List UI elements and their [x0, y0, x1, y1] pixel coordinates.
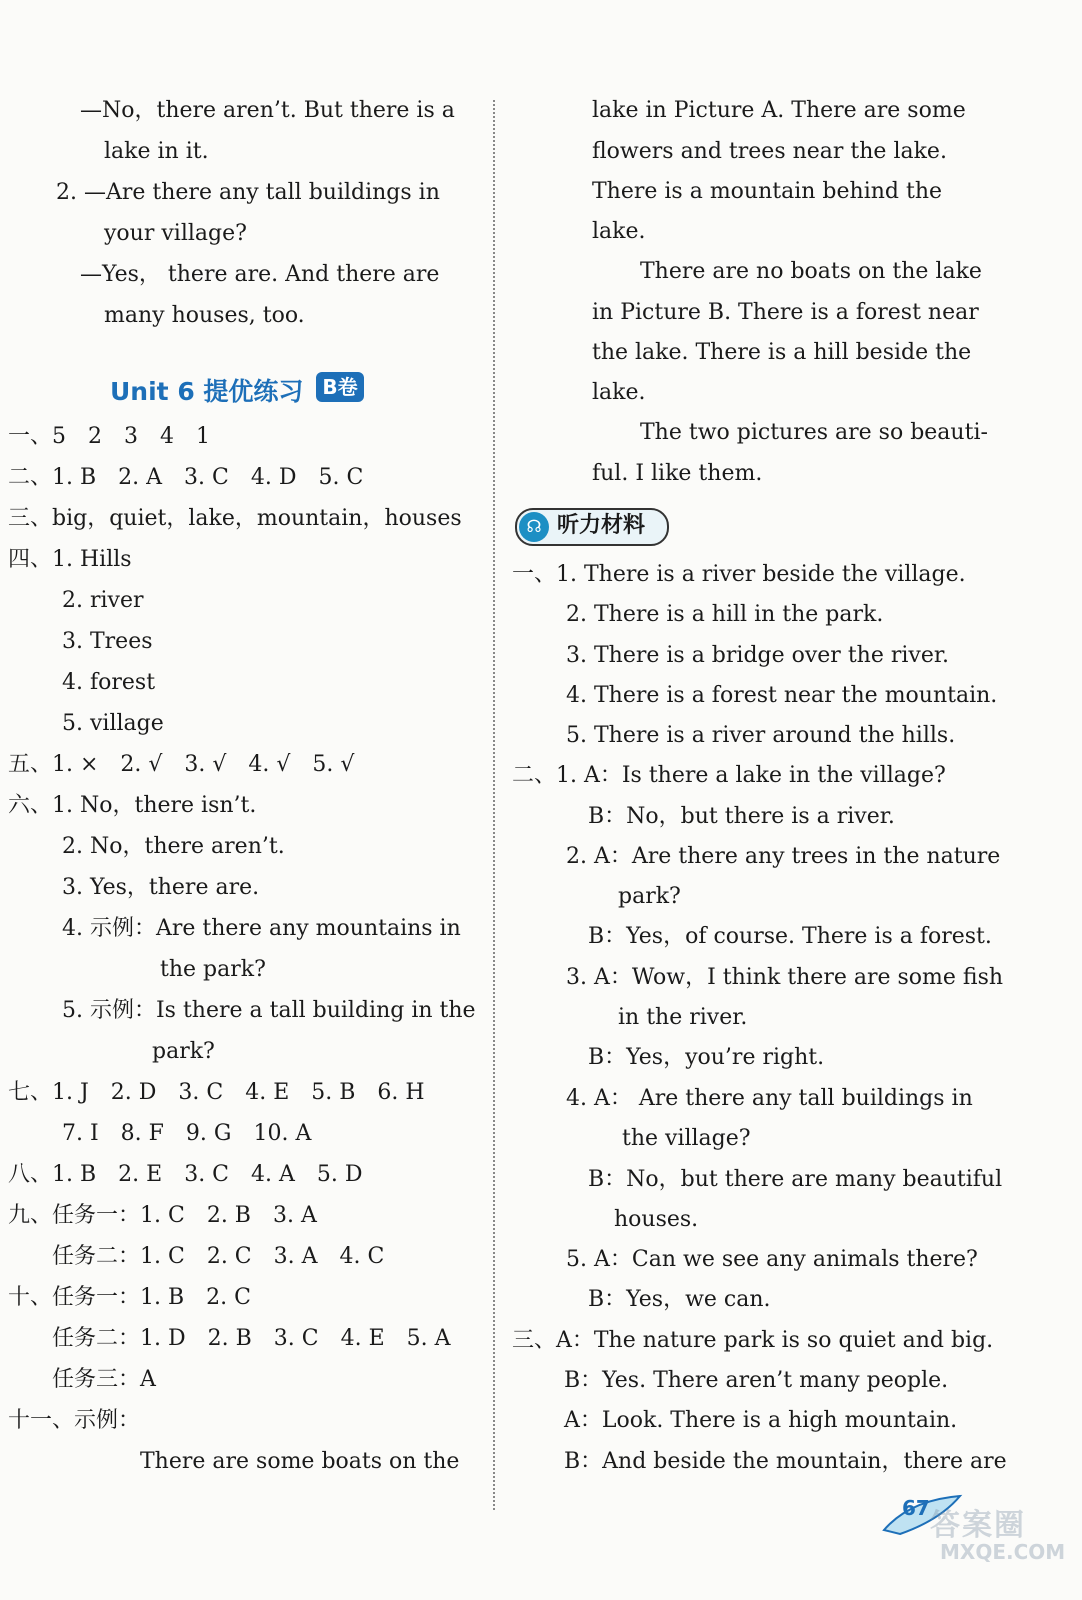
listening-line: 2. There is a hill in the park. [566, 602, 884, 627]
answer-line: 任务二：1. D 2. B 3. C 4. E 5. A [52, 1326, 451, 1351]
listening-line: 4. There is a forest near the mountain. [566, 683, 998, 708]
listening-line: 3. There is a bridge over the river. [566, 643, 949, 668]
listening-line: B：Yes，of course. There is a forest. [588, 924, 992, 949]
answer-line: 四、1. Hills [8, 547, 132, 572]
listening-line: the village? [622, 1126, 751, 1151]
answer-line: 5. village [62, 711, 164, 736]
listening-line: 5. A：Can we see any animals there? [566, 1247, 978, 1272]
answer-line: 一、5 2 3 4 1 [8, 424, 210, 449]
answer-line: 4. 示例：Are there any mountains in [62, 916, 461, 941]
answer-line: 3. Trees [62, 629, 153, 654]
text-line: —Yes， there are. And there are [80, 262, 440, 287]
answer-line: park? [152, 1039, 215, 1064]
answer-line: There are some boats on the [140, 1449, 460, 1474]
answer-line: 7. I 8. F 9. G 10. A [62, 1121, 312, 1146]
answer-line: 十一、示例： [8, 1408, 141, 1433]
headphones-icon: ☊ [519, 512, 549, 542]
listening-line: houses. [614, 1207, 699, 1232]
listening-line: in the river. [618, 1005, 748, 1030]
answer-line: 八、1. B 2. E 3. C 4. A 5. D [8, 1162, 363, 1187]
answer-line: 五、1. × 2. √ 3. √ 4. √ 5. √ [8, 752, 355, 777]
listening-line: A：Look. There is a high mountain. [564, 1408, 958, 1433]
text-line: in Picture B. There is a forest near [592, 300, 979, 325]
listening-line: 一、1. There is a river beside the village. [512, 562, 966, 587]
text-line: —No，there aren’t. But there is a [80, 98, 455, 123]
answer-line: the park? [160, 957, 266, 982]
column-divider [493, 100, 495, 1510]
answer-line: 二、1. B 2. A 3. C 4. D 5. C [8, 465, 364, 490]
listening-line: B：And beside the mountain，there are [564, 1449, 1007, 1474]
watermark: 答案圈 [930, 1508, 1026, 1543]
answer-line: 2. river [62, 588, 144, 613]
listening-line: B：Yes，we can. [588, 1287, 771, 1312]
text-line: the lake. There is a hill beside the [592, 340, 972, 365]
listening-line: 4. A： Are there any tall buildings in [566, 1086, 973, 1111]
text-line: flowers and trees near the lake. [592, 139, 947, 164]
listening-line: 三、A：The nature park is so quiet and big. [512, 1328, 994, 1353]
answer-line: 十、任务一：1. B 2. C [8, 1285, 251, 1310]
listening-header [515, 508, 669, 546]
answer-line: 4. forest [62, 670, 156, 695]
listening-line: B：Yes. There aren’t many people. [564, 1368, 949, 1393]
text-line: lake. [592, 219, 646, 244]
answer-line: 六、1. No，there isn’t. [8, 793, 257, 818]
listening-line: B：No，but there are many beautiful [588, 1167, 1003, 1192]
page-number: 67 [902, 1496, 930, 1520]
listening-line: 5. There is a river around the hills. [566, 723, 956, 748]
text-line: There is a mountain behind the [592, 179, 943, 204]
unit-title: Unit 6 提优练习 [110, 377, 304, 406]
answer-line: 任务二：1. C 2. C 3. A 4. C [52, 1244, 385, 1269]
watermark-url: MXQE.COM [940, 1540, 1066, 1564]
text-line: many houses, too. [104, 303, 305, 328]
listening-line: B：No，but there is a river. [588, 804, 895, 829]
text-line: lake in Picture A. There are some [592, 98, 966, 123]
listening-title: 听力材料 [557, 513, 646, 538]
answer-line: 任务三：A [52, 1367, 156, 1392]
answer-line: 九、任务一：1. C 2. B 3. A [8, 1203, 317, 1228]
listening-line: park? [618, 884, 681, 909]
text-line: ful. I like them. [592, 461, 763, 486]
listening-line: 2. A：Are there any trees in the nature [566, 844, 1001, 869]
answer-line: 七、1. J 2. D 3. C 4. E 5. B 6. H [8, 1080, 425, 1105]
text-line: lake. [592, 380, 646, 405]
answer-line: 3. Yes，there are. [62, 875, 260, 900]
listening-line: B：Yes，you’re right. [588, 1045, 825, 1070]
answer-line: 2. No，there aren’t. [62, 834, 285, 859]
text-line: There are no boats on the lake [640, 259, 982, 284]
text-line: The two pictures are so beauti- [640, 420, 988, 445]
text-line: 2. —Are there any tall buildings in [56, 180, 440, 205]
text-line: your village? [104, 221, 247, 246]
answer-line: 三、big，quiet，lake，mountain，houses [8, 506, 462, 531]
unit-badge: B卷 [316, 372, 364, 402]
listening-line: 3. A：Wow，I think there are some fish [566, 965, 1004, 990]
text-line: lake in it. [104, 139, 209, 164]
answer-line: 5. 示例：Is there a tall building in the [62, 998, 476, 1023]
listening-line: 二、1. A：Is there a lake in the village? [512, 763, 946, 788]
